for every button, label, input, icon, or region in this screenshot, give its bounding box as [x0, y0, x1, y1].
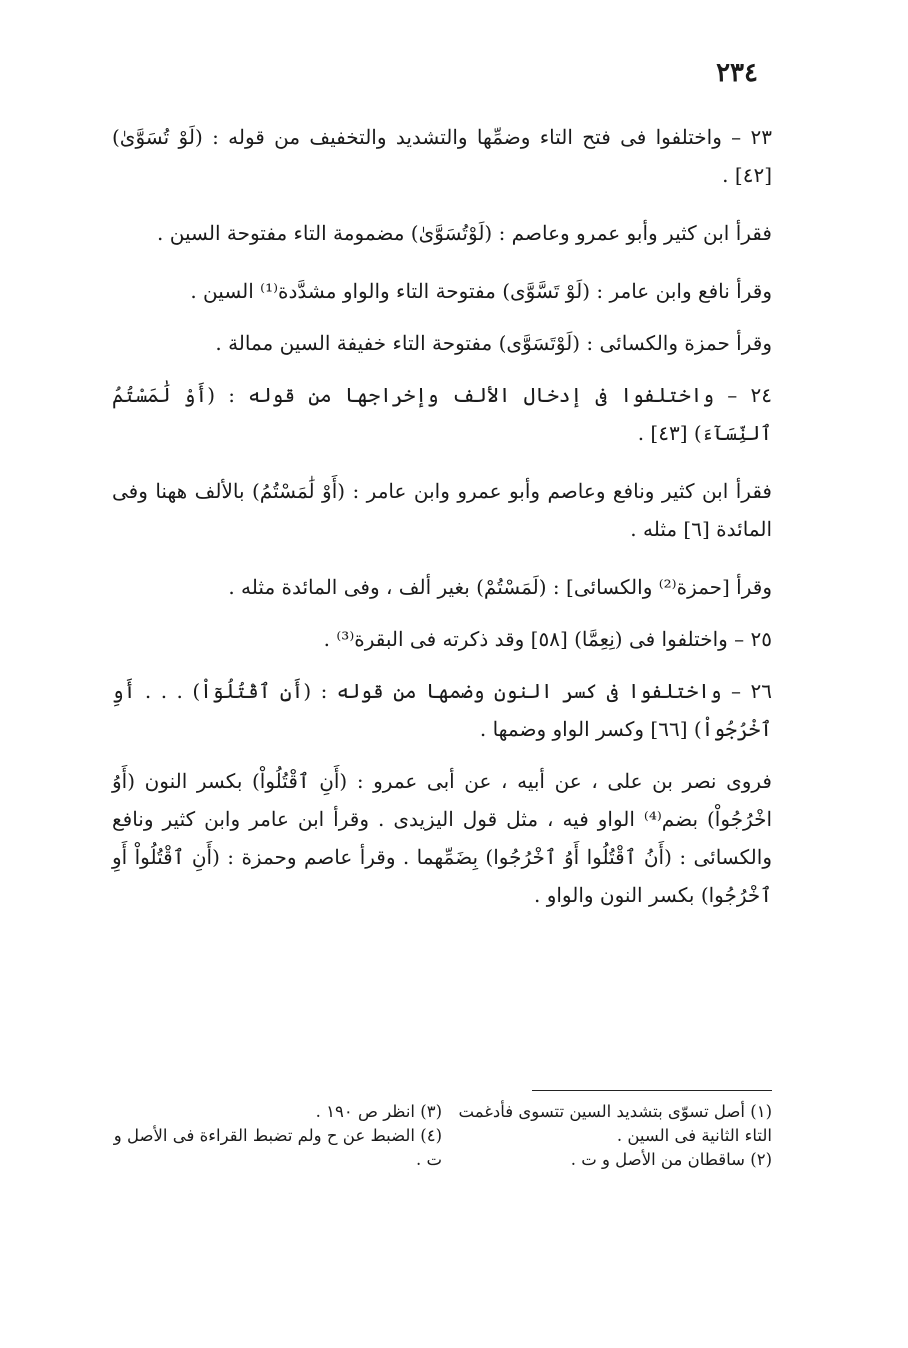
- paragraph-24: ٢٤ – واختلفوا فى إدخال الألف وإخراجها من قوله : (أَوْ لَٰمَسْتُمُ ٱلنِّسَآءَ) [٤٣] .: [112, 383, 772, 445]
- paragraph-23-reading-2: وقرأ نافع وابن عامر : (لَوْ تَسَّوَّى) مفتوحة التاء والواو مشدَّدة⁽¹⁾ السين .: [190, 279, 772, 303]
- footnotes-right-column: [442, 1100, 772, 1172]
- paragraph-26: ٢٦ – واختلفوا فى كسر النون وضمها من قوله : (أَنِ ٱقْتُلُوٓاْ) . . . أَوِ ٱخْرُجُواْ) [٦٦] وكسر الواو وضمها .: [112, 679, 772, 741]
- paragraph-26-reading: فروى نصر بن على ، عن أبيه ، عن أبى عمرو : (أَنِ ٱقْتُلُواْ) بكسر النون (أَوُ اخْرُجُواْ) بضم⁽⁴⁾ الواو فيه ، مثل قول اليزيدى . وقرأ ابن عامر وابن كثير ونافع والكسائى : (أَنُ ٱقْتُلُوا أَوُ ٱخْرُجُوا) بِضَمِّهما . وقرأ عاصم وحمزة : (أَنِ ٱقْتُلُواْ أَوِ ٱخْرُجُوا) بكسر النون والواو .: [112, 769, 773, 907]
- footnote-1: (١) أصل تسوّى بتشديد السين تتسوى فأدغمت التاء الثانية فى السين .: [458, 1102, 772, 1145]
- paragraph-23: ٢٣ – واختلفوا فى فتح التاء وضمِّها والتشديد والتخفيف من قوله : (لَوْ تُسَوَّىٰ) [٤٢] .: [112, 125, 772, 187]
- main-text: [112, 118, 772, 934]
- footnote-3: (٣) انظر ص ١٩٠ .: [315, 1102, 442, 1121]
- paragraph-24-reading-1: فقرأ ابن كثير ونافع وعاصم وأبو عمرو وابن عامر : (أَوْ لَٰمَسْتُمُ) بالألف ههنا وفى المائدة [٦] مثله .: [112, 479, 772, 541]
- footnotes-left-column: [112, 1100, 442, 1172]
- footnote-divider: [532, 1090, 772, 1091]
- paragraph-23-reading-1: فقرأ ابن كثير وأبو عمرو وعاصم : (لَوْتُسَوَّىٰ) مضمومة التاء مفتوحة السين .: [157, 221, 772, 245]
- paragraph-24-reading-2: وقرأ [حمزة⁽²⁾ والكسائى] : (لَمَسْتُمْ) بغير ألف ، وفى المائدة مثله .: [228, 575, 772, 599]
- footnote-4: (٤) الضبط عن ح ولم تضبط القراءة فى الأصل و ت .: [113, 1126, 442, 1169]
- footnote-2: (٢) ساقطان من الأصل و ت .: [570, 1150, 772, 1169]
- paragraph-25: ٢٥ – واختلفوا فى (نِعِمَّا) [٥٨] وقد ذكرته فى البقرة⁽³⁾ .: [323, 627, 772, 651]
- page-number: ٢٣٤: [716, 58, 758, 88]
- paragraph-23-reading-3: وقرأ حمزة والكسائى : (لَوْتَسَوَّى) مفتوحة التاء خفيفة السين ممالة .: [215, 331, 772, 355]
